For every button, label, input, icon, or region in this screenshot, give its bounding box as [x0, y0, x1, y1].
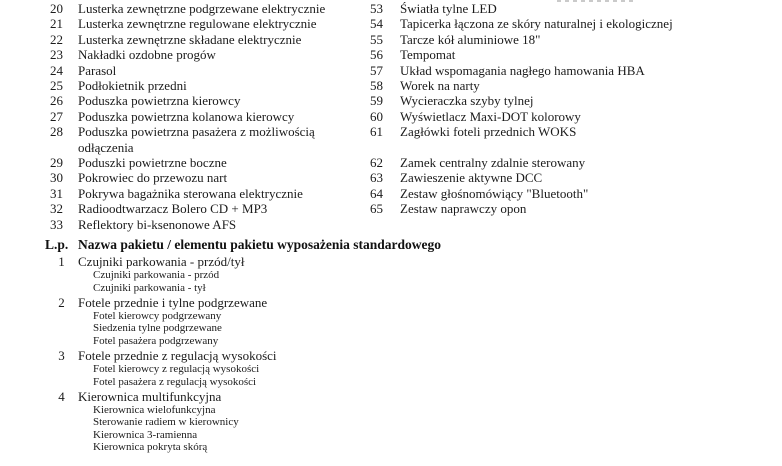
- item-label: Poduszka powietrzna pasażera z możliwością odłączenia: [78, 124, 315, 155]
- item-label: Tempomat: [400, 47, 456, 63]
- package-header-number: L.p.: [45, 237, 69, 253]
- table-row: [0, 32, 782, 47]
- item-label: Układ wspomagania nagłego hamowania HBA: [400, 62, 645, 78]
- item-label: Nakładki ozdobne progów: [78, 47, 216, 63]
- item-label: Lusterka zewnętrzne regulowane elektrycznie: [78, 16, 317, 32]
- item-label: Zamek centralny zdalnie sterowany: [400, 155, 586, 171]
- item-number: 25: [50, 78, 63, 94]
- package-item-number: 2: [58, 294, 65, 310]
- package-item-row: [0, 254, 782, 269]
- package-table: [0, 237, 782, 453]
- package-subitem: Kierownica pokryta skórą: [93, 441, 208, 454]
- table-row: [0, 170, 782, 185]
- item-number: 28: [50, 124, 63, 140]
- item-label: Tarcze kół aluminiowe 18": [400, 31, 541, 47]
- table-row: [0, 217, 782, 232]
- item-label: Parasol: [78, 62, 117, 78]
- item-label: Wyświetlacz Maxi-DOT kolorowy: [400, 108, 581, 124]
- package-subitem: Fotel pasażera z regulacją wysokości: [93, 375, 257, 388]
- item-label: Worek na narty: [400, 78, 480, 94]
- item-number: 64: [370, 185, 383, 201]
- package-item-number: 1: [58, 254, 65, 270]
- equipment-options-table: [0, 0, 782, 232]
- item-label: Poduszka powietrzna kierowcy: [78, 93, 241, 109]
- package-item-number: 4: [58, 388, 65, 404]
- item-number: 27: [50, 108, 63, 124]
- item-label: Zestaw naprawczy opon: [400, 201, 527, 217]
- item-number: 21: [50, 16, 63, 32]
- item-label: Tapicerka łączona ze skóry naturalnej i ekologicznej: [400, 16, 673, 32]
- package-item-row: [0, 389, 782, 404]
- item-number: 53: [370, 1, 383, 16]
- table-row: [0, 93, 782, 108]
- item-label: Lusterka zewnętrzne składane elektrycznie: [78, 31, 302, 47]
- package-subitem: Czujniki parkowania - tył: [93, 281, 206, 294]
- item-number: 23: [50, 47, 63, 63]
- package-subitem: Sterowanie radiem w kierownicy: [93, 416, 239, 429]
- cropped-line-remnant: [557, 0, 635, 2]
- package-item-label: Kierownica multifunkcyjna: [78, 388, 222, 404]
- item-number: 62: [370, 155, 383, 171]
- item-label: Poduszka powietrzna kolanowa kierowcy: [78, 108, 295, 124]
- item-label: Światła tylne LED: [400, 1, 497, 16]
- package-subitem: Fotel kierowcy z regulacją wysokości: [93, 363, 260, 376]
- package-header-title: Nazwa pakietu / elementu pakietu wyposażenia standardowego: [78, 237, 442, 253]
- table-row: [0, 186, 782, 201]
- item-number: 57: [370, 62, 383, 78]
- package-item: [0, 348, 782, 388]
- package-item: [0, 295, 782, 347]
- table-row: [0, 1, 782, 16]
- package-item-label: Czujniki parkowania - przód/tył: [78, 254, 245, 270]
- package-item-row: [0, 295, 782, 310]
- item-number: 20: [50, 1, 63, 16]
- item-label: Pokrowiec do przewozu nart: [78, 170, 228, 186]
- item-number: 32: [50, 201, 63, 217]
- table-row: [0, 155, 782, 170]
- item-label: Podłokietnik przedni: [78, 78, 187, 94]
- package-item-label: Fotele przednie z regulacją wysokości: [78, 348, 277, 364]
- item-number: 65: [370, 201, 383, 217]
- item-number: 24: [50, 62, 63, 78]
- item-label: Reflektory bi-ksenonowe AFS: [78, 216, 237, 232]
- table-row: [0, 109, 782, 124]
- item-label: Lusterka zewnętrzne podgrzewane elektrycznie: [78, 1, 326, 16]
- item-label: Wycieraczka szyby tylnej: [400, 93, 534, 109]
- package-item-row: [0, 348, 782, 363]
- item-number: 61: [370, 124, 383, 140]
- table-row: [0, 47, 782, 62]
- item-number: 29: [50, 155, 63, 171]
- item-label: Zawieszenie aktywne DCC: [400, 170, 543, 186]
- package-subitem: Fotel kierowcy podgrzewany: [93, 309, 222, 322]
- item-number: 33: [50, 216, 63, 232]
- package-item-number: 3: [58, 348, 65, 364]
- item-number: 26: [50, 93, 63, 109]
- package-header-row: [0, 237, 782, 253]
- table-row: [0, 124, 782, 155]
- package-subitem: Siedzenia tylne podgrzewane: [93, 322, 222, 335]
- table-row: [0, 16, 782, 31]
- package-subitem: Fotel pasażera podgrzewany: [93, 334, 219, 347]
- item-label: Zestaw głośnomówiący "Bluetooth": [400, 185, 589, 201]
- package-subitem: Czujniki parkowania - przód: [93, 269, 220, 282]
- item-label: Poduszki powietrzne boczne: [78, 155, 227, 171]
- package-subitem: Kierownica wielofunkcyjna: [93, 403, 216, 416]
- package-item: [0, 389, 782, 454]
- item-label: Radioodtwarzacz Bolero CD + MP3: [78, 201, 268, 217]
- table-row: [0, 78, 782, 93]
- package-subitem: Kierownica 3-ramienna: [93, 428, 198, 441]
- item-number: 58: [370, 78, 383, 94]
- item-number: 31: [50, 185, 63, 201]
- item-number: 55: [370, 31, 383, 47]
- item-label: Pokrywa bagażnika sterowana elektrycznie: [78, 185, 303, 201]
- item-number: 60: [370, 108, 383, 124]
- item-number: 30: [50, 170, 63, 186]
- table-row: [0, 63, 782, 78]
- item-number: 63: [370, 170, 383, 186]
- item-number: 59: [370, 93, 383, 109]
- table-row: [0, 201, 782, 216]
- package-item: [0, 254, 782, 294]
- item-number: 22: [50, 31, 63, 47]
- item-label: Zagłówki foteli przednich WOKS: [400, 124, 577, 140]
- item-number: 54: [370, 16, 383, 32]
- package-item-label: Fotele przednie i tylne podgrzewane: [78, 294, 268, 310]
- item-number: 56: [370, 47, 383, 63]
